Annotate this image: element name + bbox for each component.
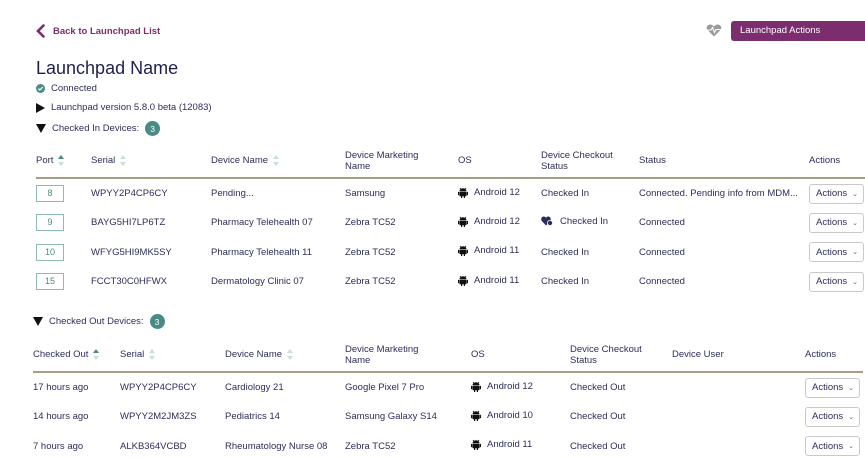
sort-icon[interactable] [273, 155, 280, 166]
port-number[interactable]: 15 [36, 273, 64, 290]
chevron-down-icon: ⌄ [852, 219, 859, 227]
table-row [36, 237, 865, 267]
col-port[interactable]: Port [36, 144, 91, 178]
col-checkout-status: Device Checkout Status [541, 144, 639, 178]
checkout-status: Checked In [541, 188, 590, 199]
checkout-status: Checked In [541, 246, 590, 258]
connection-status [36, 83, 97, 94]
col-marketing-name: Device Marketing Name [345, 144, 458, 178]
chevron-down-icon: ⌄ [848, 413, 855, 421]
col-checkout-status: Device Checkout Status [570, 338, 672, 372]
device-name: Cardiology 21 [225, 382, 284, 393]
checkout-status: Checked Out [570, 411, 626, 422]
device-name: Pending... [211, 188, 254, 199]
serial: WPYY2P4CP6CY [120, 382, 197, 393]
version-label: Launchpad version 5.8.0 beta (12083) [51, 102, 212, 113]
col-status: Status [639, 144, 809, 178]
sort-icon[interactable] [287, 349, 294, 360]
table-row [33, 431, 863, 458]
device-user [672, 372, 805, 402]
chevron-down-icon: ⌄ [848, 384, 855, 392]
actions-dropdown[interactable]: Actions ⌄ [809, 213, 864, 233]
os: Android 11 [458, 275, 519, 286]
table-row [36, 208, 865, 237]
marketing-name: Samsung [345, 188, 386, 199]
checked-out-time: 7 hours ago [33, 440, 84, 452]
table-row [36, 267, 865, 296]
os: Android 12 [458, 216, 520, 227]
table-row [36, 178, 865, 208]
collapse-down-icon[interactable] [33, 317, 43, 326]
checked-out-label: Checked Out Devices: [49, 316, 144, 327]
chevron-down-icon: ⌄ [852, 278, 859, 286]
checkout-status: Checked Out [570, 440, 626, 452]
device-user [672, 402, 805, 431]
chevron-down-icon: ⌄ [848, 443, 855, 450]
android-icon [458, 245, 468, 256]
col-os: OS [471, 338, 570, 372]
checked-out-time: 17 hours ago [33, 382, 89, 393]
serial: WPYY2P4CP6CY [91, 188, 168, 199]
col-serial[interactable]: Serial [91, 144, 211, 178]
back-to-list-link[interactable] [36, 24, 160, 38]
os: Android 12 [458, 187, 520, 198]
os: Android 11 [458, 245, 519, 256]
col-device-user: Device User [672, 338, 805, 372]
checkout-status: Checked In [541, 276, 590, 287]
checkout-status: Checked Out [570, 382, 626, 393]
device-user [672, 431, 805, 458]
os: Android 11 [471, 439, 532, 450]
checked-in-table [36, 144, 865, 296]
status: Connected. Pending info from MDM... [639, 188, 798, 199]
os: Android 10 [471, 410, 533, 421]
port-number[interactable]: 10 [36, 244, 64, 261]
launchpad-actions-button[interactable]: Launchpad Actions [731, 21, 865, 41]
checked-in-count-badge: 3 [145, 121, 160, 136]
checked-out-toggle[interactable] [33, 314, 165, 329]
device-name: Pediatrics 14 [225, 411, 280, 422]
device-name: Pharmacy Telehealth 11 [211, 246, 313, 258]
col-actions: Actions [809, 144, 865, 178]
marketing-name: Zebra TC52 [345, 217, 396, 228]
marketing-name: Samsung Galaxy S14 [345, 411, 437, 422]
checked-out-time: 14 hours ago [33, 411, 89, 422]
table-row [33, 372, 863, 402]
android-icon [471, 381, 481, 392]
col-marketing-name: Device Marketing Name [345, 338, 471, 372]
serial: ALKB364VCBD [120, 440, 187, 452]
android-icon [458, 216, 468, 227]
col-serial[interactable]: Serial [120, 338, 225, 372]
version-toggle[interactable] [36, 102, 212, 113]
col-actions: Actions [805, 338, 863, 372]
collapse-down-icon[interactable] [36, 124, 46, 133]
chevron-down-icon: ⌄ [852, 249, 859, 256]
os: Android 12 [471, 381, 533, 392]
checked-in-toggle[interactable] [36, 121, 160, 136]
status: Connected [639, 217, 685, 228]
device-name: Rheumatology Nurse 08 [225, 440, 328, 452]
serial: BAYG5HI7LP6TZ [91, 217, 166, 228]
col-os: OS [458, 144, 541, 178]
android-icon [458, 275, 468, 286]
check-circle-icon [36, 84, 45, 93]
col-device-name[interactable]: Device Name [211, 144, 345, 178]
actions-dropdown[interactable]: Actions ⌄ [809, 184, 864, 204]
table-row [33, 402, 863, 431]
actions-dropdown[interactable]: Actions ⌄ [805, 378, 860, 398]
serial: WFYG5HI9MK5SY [91, 246, 172, 258]
sort-icon[interactable] [58, 155, 65, 166]
android-icon [471, 439, 481, 450]
serial: FCCT30C0HFWX [91, 276, 168, 287]
marketing-name: Zebra TC52 [345, 276, 396, 287]
heart-lock-icon [541, 216, 553, 226]
status: Connected [639, 276, 685, 287]
checkout-status: Checked In [541, 216, 608, 227]
sort-icon[interactable] [93, 349, 100, 360]
port-number[interactable]: 8 [36, 185, 64, 202]
actions-dropdown[interactable]: Actions ⌄ [805, 436, 860, 456]
col-checked-out[interactable]: Checked Out [33, 338, 120, 372]
sort-icon[interactable] [120, 155, 127, 166]
checked-in-label: Checked In Devices: [52, 123, 140, 134]
marketing-name: Google Pixel 7 Pro [345, 382, 425, 393]
connection-status-label: Connected [51, 83, 97, 94]
col-device-name[interactable]: Device Name [225, 338, 345, 372]
chevron-left-icon [36, 24, 45, 38]
android-icon [471, 410, 481, 421]
actions-dropdown[interactable]: Actions ⌄ [809, 242, 864, 262]
back-link-label: Back to Launchpad List [53, 25, 161, 37]
android-icon [458, 187, 468, 198]
expand-right-icon[interactable] [36, 103, 45, 113]
heartbeat-icon [706, 24, 722, 37]
checked-out-table [33, 338, 863, 458]
marketing-name: Zebra TC52 [345, 246, 396, 258]
marketing-name: Zebra TC52 [345, 440, 396, 452]
actions-dropdown[interactable]: Actions ⌄ [809, 272, 864, 292]
chevron-down-icon: ⌄ [852, 190, 859, 198]
sort-icon[interactable] [149, 349, 156, 360]
device-name: Pharmacy Telehealth 07 [211, 217, 313, 228]
device-name: Dermatology Clinic 07 [211, 276, 304, 287]
checked-out-count-badge: 3 [150, 314, 165, 329]
actions-dropdown[interactable]: Actions ⌄ [805, 407, 860, 427]
status: Connected [639, 246, 685, 258]
serial: WPYY2M2JM3ZS [120, 411, 197, 422]
port-number[interactable]: 9 [36, 214, 64, 231]
page-title: Launchpad Name [36, 58, 179, 78]
